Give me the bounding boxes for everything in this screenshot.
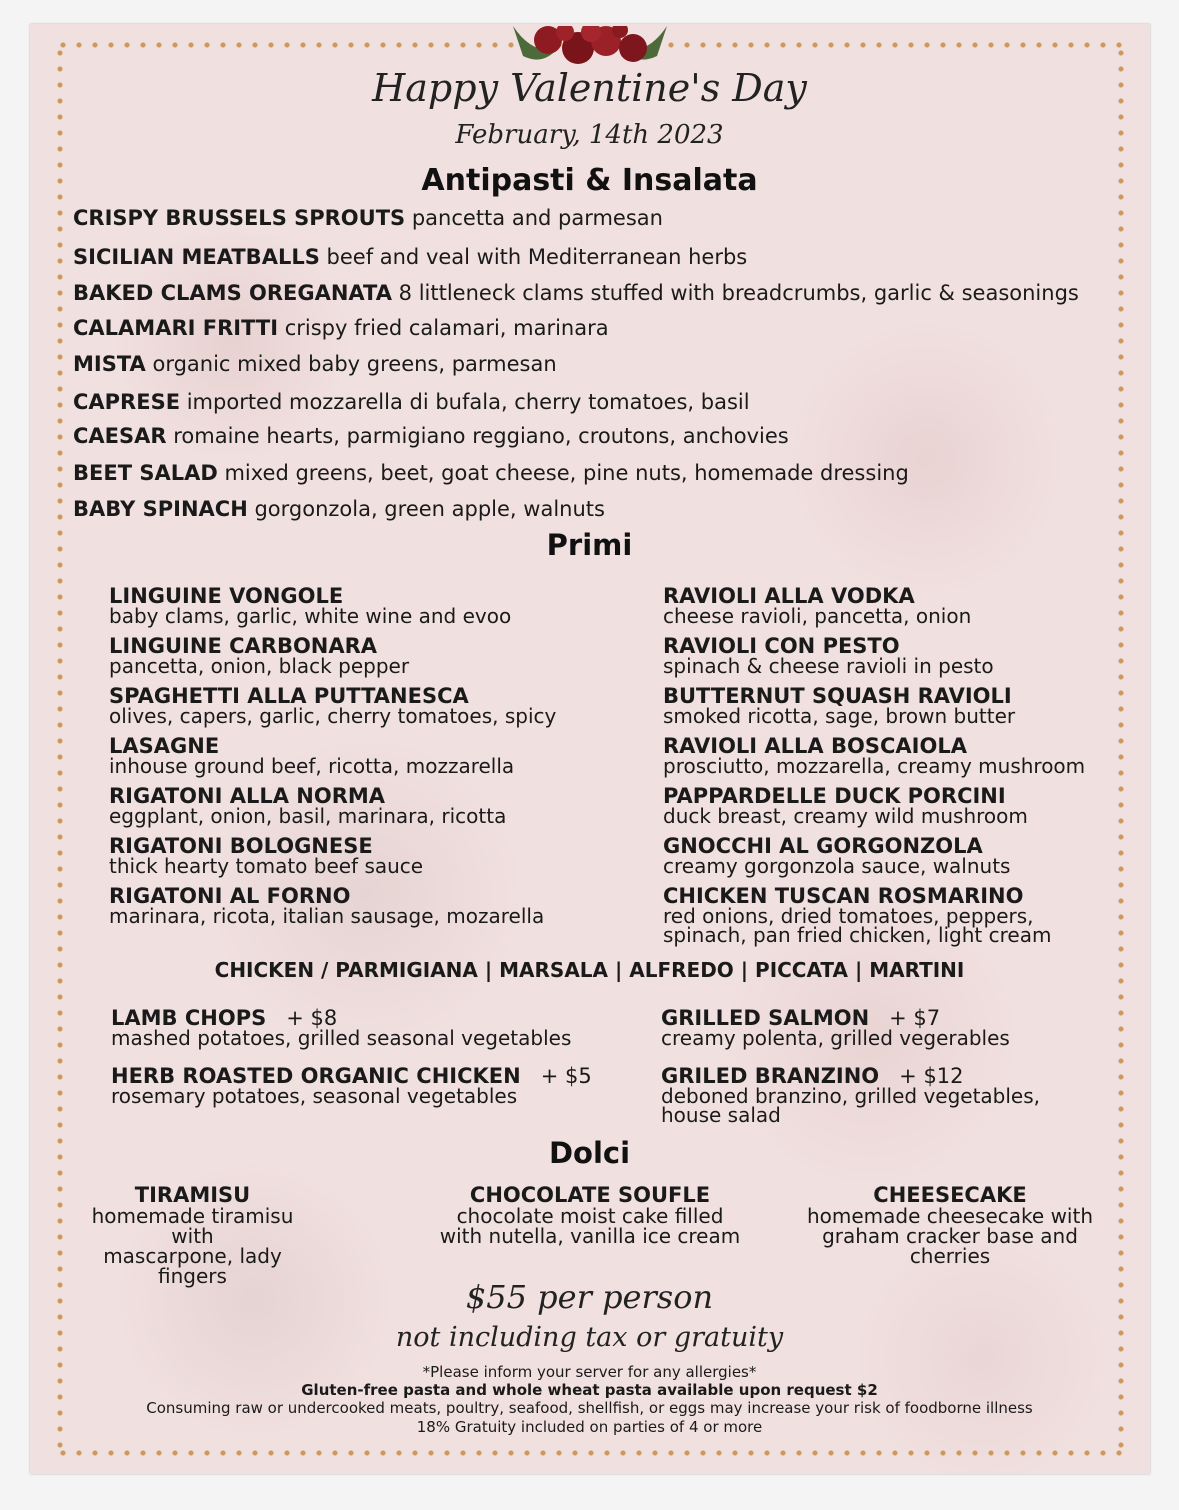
antipasti-item-desc: gorgonzola, green apple, walnuts <box>247 497 605 521</box>
dolci-item-name: CHOCOLATE SOUFLE <box>469 1183 711 1207</box>
antipasti-item-desc: imported mozzarella di bufala, cherry tomatoes, basil <box>180 390 750 414</box>
primi-item-desc: marinara, ricota, italian sausage, mozarella <box>109 904 545 928</box>
secondi-item <box>661 1008 1010 1048</box>
primi-item <box>663 836 1010 876</box>
antipasti-item-desc: crispy fried calamari, marinara <box>278 316 609 340</box>
antipasti-item-desc: romaine hearts, parmigiano reggiano, croutons, anchovies <box>166 424 789 448</box>
primi-item-desc: inhouse ground beef, ricotta, mozzarella <box>109 754 515 778</box>
primi-item <box>663 736 1085 776</box>
secondi-item <box>661 1066 1040 1125</box>
primi-item-name: CHICKEN TUSCAN ROSMARINO <box>663 884 1024 908</box>
dolci-title: Dolci <box>548 1136 631 1170</box>
primi-title: Primi <box>546 528 633 562</box>
primi-item-desc: smoked ricotta, sage, brown butter <box>663 704 1016 728</box>
primi-item-name: SPAGHETTI ALLA PUTTANESCA <box>109 684 469 708</box>
health-warning: Consuming raw or undercooked meats, poultry, seafood, shellfish, or eggs may increase your risk of foodborne illness <box>146 1399 1033 1417</box>
primi-item <box>663 636 994 676</box>
primi-item-name: RIGATONI BOLOGNESE <box>109 834 373 858</box>
primi-item-desc: red onions, dried tomatoes, peppers, <box>663 904 1034 928</box>
dolci-item-desc-2: with nutella, vanilla ice cream <box>439 1224 741 1248</box>
gluten-free-notice: Gluten-free pasta and whole wheat pasta available upon request $2 <box>301 1381 878 1399</box>
antipasti-item <box>73 316 609 340</box>
secondi-item-price: + $5 <box>540 1064 592 1088</box>
dolci-item-desc-2: graham cracker base and <box>822 1224 1078 1248</box>
antipasti-item-name: BAKED CLAMS OREGANATA <box>73 281 392 305</box>
primi-item-desc: pancetta, onion, black pepper <box>109 654 410 678</box>
dolci-item <box>795 1185 1105 1266</box>
antipasti-item-name: MISTA <box>73 352 146 376</box>
secondi-item-name: HERB ROASTED ORGANIC CHICKEN <box>111 1064 521 1088</box>
primi-item-name: GNOCCHI AL GORGONZOLA <box>663 834 983 858</box>
antipasti-item-desc: pancetta and parmesan <box>405 206 663 230</box>
dolci-item <box>420 1185 760 1246</box>
primi-item <box>109 886 544 926</box>
primi-item <box>663 586 971 626</box>
antipasti-item <box>73 352 557 376</box>
antipasti-item-desc: 8 littleneck clams stuffed with breadcrumbs, garlic & seasonings <box>392 281 1079 305</box>
primi-item-desc: cheese ravioli, pancetta, onion <box>663 604 972 628</box>
primi-item-desc: prosciutto, mozzarella, creamy mushroom <box>663 754 1086 778</box>
primi-item <box>109 736 514 776</box>
dolci-item <box>70 1185 315 1286</box>
antipasti-item <box>73 461 909 485</box>
primi-item-desc-2: spinach, pan fried chicken, light cream <box>663 923 1052 947</box>
dolci-item-desc: homemade tiramisu with <box>91 1204 294 1248</box>
primi-item <box>663 686 1015 726</box>
primi-item-desc: duck breast, creamy wild mushroom <box>663 804 1028 828</box>
primi-item-desc: eggplant, onion, basil, marinara, ricotta <box>109 804 507 828</box>
secondi-item-name: GRILLED SALMON <box>661 1006 870 1030</box>
antipasti-item-desc: mixed greens, beet, goat cheese, pine nuts, homemade dressing <box>217 461 909 485</box>
primi-item <box>109 686 556 726</box>
primi-item-desc: creamy gorgonzola sauce, walnuts <box>663 854 1011 878</box>
primi-item <box>663 886 1051 945</box>
price-note: not including tax or gratuity <box>395 1322 784 1353</box>
antipasti-item <box>73 390 750 414</box>
antipasti-item-desc: organic mixed baby greens, parmesan <box>145 352 557 376</box>
secondi-item-name: GRILED BRANZINO <box>661 1064 880 1088</box>
right-ornament-border <box>1114 45 1128 1450</box>
secondi-item-desc: mashed potatoes, grilled seasonal vegetables <box>111 1026 572 1050</box>
dolci-item-name: TIRAMISU <box>134 1183 251 1207</box>
primi-item <box>663 786 1028 826</box>
gratuity-notice: 18% Gratuity included on parties of 4 or more <box>416 1418 763 1436</box>
antipasti-item-name: CRISPY BRUSSELS SPROUTS <box>73 206 406 230</box>
antipasti-item <box>73 206 663 230</box>
secondi-item-price: + $7 <box>889 1006 941 1030</box>
dolci-item-desc-2: mascarpone, lady fingers <box>103 1244 282 1288</box>
chicken-options: CHICKEN / PARMIGIANA | MARSALA | ALFREDO | PICCATA | MARTINI <box>214 958 965 982</box>
secondi-item-price: + $12 <box>899 1064 964 1088</box>
antipasti-item <box>73 281 1079 305</box>
left-ornament-border <box>53 45 67 1450</box>
secondi-item-desc: deboned branzino, grilled vegetables, <box>661 1084 1041 1108</box>
bottom-ornament-border <box>55 1446 1123 1460</box>
primi-item-name: RAVIOLI CON PESTO <box>663 634 900 658</box>
antipasti-item-name: SICILIAN MEATBALLS <box>73 245 320 269</box>
primi-item <box>109 586 511 626</box>
dolci-item-desc-3: cherries <box>909 1244 991 1268</box>
secondi-item-price: + $8 <box>286 1006 338 1030</box>
dolci-item-desc: chocolate moist cake filled <box>456 1204 724 1228</box>
primi-item-name: LINGUINE VONGOLE <box>109 584 344 608</box>
primi-item-name: LASAGNE <box>109 734 220 758</box>
primi-item-name: BUTTERNUT SQUASH RAVIOLI <box>663 684 1012 708</box>
roses-decoration <box>503 26 677 70</box>
antipasti-item <box>73 497 605 521</box>
primi-item-desc: baby clams, garlic, white wine and evoo <box>109 604 512 628</box>
secondi-item-desc: rosemary potatoes, seasonal vegetables <box>111 1084 518 1108</box>
antipasti-item-name: CALAMARI FRITTI <box>73 316 279 340</box>
primi-item-name: RAVIOLI ALLA VODKA <box>663 584 915 608</box>
secondi-item-name: LAMB CHOPS <box>111 1006 267 1030</box>
secondi-item-desc-2: house salad <box>661 1103 781 1127</box>
primi-item <box>109 836 423 876</box>
antipasti-item-name: CAPRESE <box>73 390 181 414</box>
secondi-item <box>111 1066 592 1106</box>
dolci-item-desc: homemade cheesecake with <box>806 1204 1093 1228</box>
antipasti-item-name: BEET SALAD <box>73 461 218 485</box>
primi-item-desc: spinach & cheese ravioli in pesto <box>663 654 994 678</box>
antipasti-item-name: BABY SPINACH <box>73 497 248 521</box>
primi-item-name: RAVIOLI ALLA BOSCAIOLA <box>663 734 967 758</box>
primi-item <box>109 636 409 676</box>
primi-item <box>109 786 506 826</box>
secondi-item-desc: creamy polenta, grilled vegerables <box>661 1026 1010 1050</box>
antipasti-title: Antipasti & Insalata <box>421 163 758 198</box>
antipasti-item <box>73 424 789 448</box>
menu-date: February, 14th 2023 <box>455 120 724 150</box>
primi-item-desc: thick hearty tomato beef sauce <box>109 854 424 878</box>
primi-item-name: RIGATONI ALLA NORMA <box>109 784 386 808</box>
primi-item-name: PAPPARDELLE DUCK PORCINI <box>663 784 1006 808</box>
dolci-item-name: CHEESECAKE <box>873 1183 1027 1207</box>
price-per-person: $55 per person <box>465 1278 714 1316</box>
antipasti-item-name: CAESAR <box>73 424 167 448</box>
valentine-title: Happy Valentine's Day <box>372 66 807 110</box>
primi-item-desc: olives, capers, garlic, cherry tomatoes, spicy <box>109 704 557 728</box>
primi-item-name: RIGATONI AL FORNO <box>109 884 351 908</box>
secondi-item <box>111 1008 571 1048</box>
allergy-notice: *Please inform your server for any allergies* <box>422 1363 757 1381</box>
antipasti-item <box>73 245 747 269</box>
antipasti-item-desc: beef and veal with Mediterranean herbs <box>319 245 748 269</box>
primi-item-name: LINGUINE CARBONARA <box>109 634 378 658</box>
